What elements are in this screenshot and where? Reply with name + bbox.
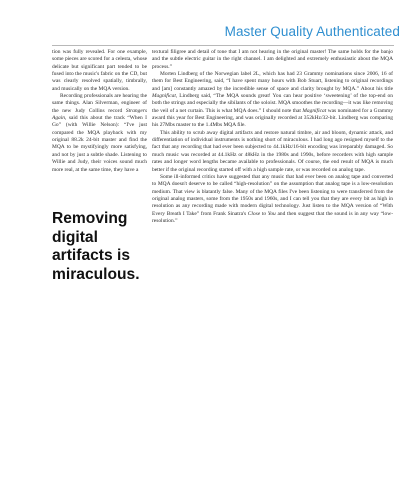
right-p4-text-a: Some ill-informed critics have suggested that any music that had ever been on analog tape and converted to MQA doesn't deserve to be called “high-resolution” on the assumption that analog tape is a low-resolution medium. That view is blatantly false. Many of the MQA files I've been listening to were transferred from the original analog masters, some from the 1950s and 1960s, and I can tell you that they are every bit as high in resolution as any recording made with modern digital technology. Just listen to the MQA version of “With Every Breath I Take” from Frank Sinatra's [152, 173, 393, 217]
left-column [52, 49, 147, 174]
left-p2-text-a: Recording professionals are hearing the same things. Alan Silverman, engineer of the new Judy Collins record [52, 93, 147, 114]
right-p4-text-b: and then suggest that the sound is in any way “low-resolution.” [152, 210, 394, 224]
right-paragraph-3: This ability to scrub away digital artifacts and restore natural timbre, air and bloom, dynamic attack, and differentiation of individual instruments is nothing short of miraculous. I had long ago resigned myself to the fact that any recording that had ever been subjected to 44.1kHz/16-bit encoding was irreparably damaged. So much music was recorded at 44.1kHz or 48kHz in the 1980s and 1990s, before recorders with high sample rates and longer word lengths became available to professionals. Of course, the end result of MQA is much better if the original recording started off with a high sample rate, or was recorded on analog tape. [152, 129, 393, 173]
running-header: Master Quality Authenticated [224, 24, 400, 39]
right-paragraph-2 [152, 71, 393, 130]
right-p2-text-c: was nominated for a Grammy award this year for Best Engineering, and was originally recorded at 352kHz/32-bit. Lindberg was comparing his 27Mbs master to the 1.4Mbs MQA file. [152, 107, 393, 129]
album-title-magnificat: Magnificat [152, 93, 176, 100]
right-p2-text-b: , Lindberg said, “The MQA sounds great! You can hear positive ‘sweetening’ of the top-end on both the strings and especially the sibilants of the soloist. MQA smoothes the recording—it was like removing the veil of a net curtain. This is what MQA does.” I should note that [152, 93, 393, 114]
right-column [152, 49, 393, 225]
left-p2-text-b: , said this about the track “When I Go” (with Willie Nelson): “I've just compared the MQA playback with my original 88.2k 24-bit master and find the MQA to be mystifyingly more satisfying, and not by just a subtle shade. Listening to Willie and Judy, their voices sound much more real, at the same time, they have a [52, 115, 147, 173]
pull-quote [52, 210, 148, 284]
album-title-strangers-again: Strangers Again [52, 107, 147, 122]
header-rule [52, 45, 394, 46]
left-paragraph-2 [52, 93, 147, 174]
right-p2-text-a: Morten Lindberg of the Norwegian label 2L, which has had 23 Grammy nominations since 2006, 16 of them for Best Engineering, said, “I have spent many hours with Bob Stuart, listening to original recordings and [am] constantly amazed by the incredible sense of space and clarity brought by MQA.” About his title [152, 71, 393, 92]
album-title-magnificat-2: Magnificat [302, 107, 327, 114]
pull-quote-line-3: artifacts is [52, 247, 131, 264]
pull-quote-line-4: miraculous. [52, 265, 140, 283]
pull-quote-line-2: digital [52, 228, 98, 246]
album-title-close-to-you: Close to You [247, 210, 276, 217]
right-paragraph-4 [152, 174, 393, 225]
left-paragraph-1: tion was fully revealed. For one example, some pieces are scored for a celesta, whose delicate but significant part tended to be fused into the music's fabric on the CD, but was clearly resolved spatially, timbrally, and musically on the MQA version. [52, 49, 147, 92]
pull-quote-line-1: Removing [52, 210, 128, 227]
right-paragraph-1: textural filigree and detail of tone that I am not hearing in the original master! The same holds for the banjo and the subtle electric guitar in the right channel. I am delighted and extremely enthusiastic about the MQA process.” [152, 49, 393, 70]
